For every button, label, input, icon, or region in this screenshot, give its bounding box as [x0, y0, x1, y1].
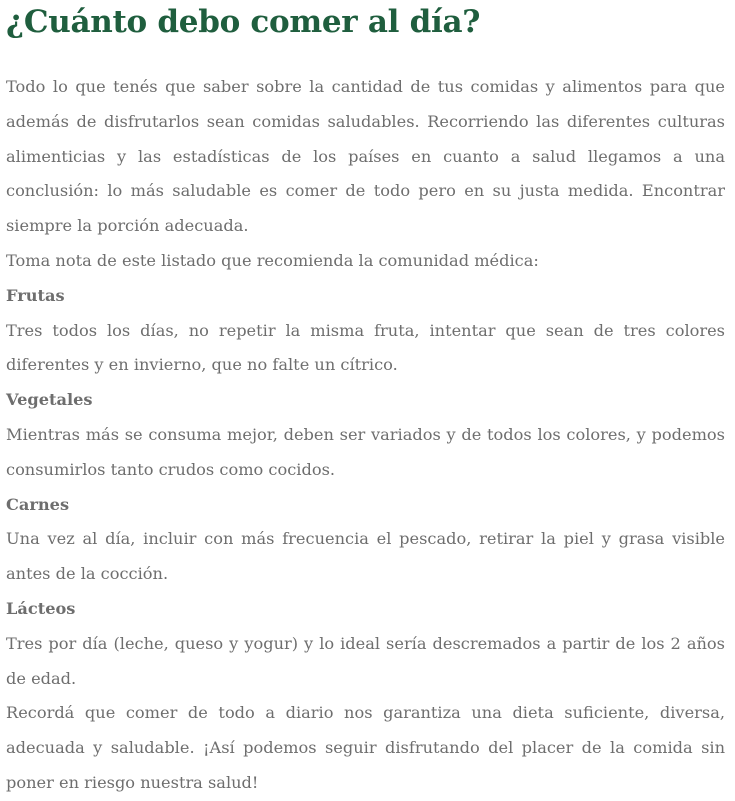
section-heading-frutas: Frutas: [6, 285, 65, 305]
section-text-frutas: Tres todos los días, no repetir la misma fruta, intentar que sean de tres colores diferentes y en invierno, que no falte un cítrico.: [6, 320, 725, 375]
intro-paragraph: Todo lo que tenés que saber sobre la cantidad de tus comidas y alimentos para que además de disfrutarlos sean comidas saludables. Recorriendo las diferentes culturas alimenticias y las estadísticas de los países en cuanto a salud llegamos a una conclusión: lo más saludable es comer de todo pero en su justa medida. Encontrar siempre la porción adecuada.: [6, 77, 725, 236]
article-body: [6, 70, 725, 801]
section-text-carnes: Una vez al día, incluir con más frecuencia el pescado, retirar la piel y grasa visible antes de la cocción.: [6, 529, 725, 584]
lead-paragraph: Toma nota de este listado que recomienda la comunidad médica:: [6, 250, 539, 270]
section-heading-lacteos: Lácteos: [6, 598, 76, 618]
section-heading-vegetales: Vegetales: [6, 390, 93, 410]
closing-paragraph: Recordá que comer de todo a diario nos garantiza una dieta suficiente, diversa, adecuada y saludable. ¡Así podemos seguir disfrutando del placer de la comida sin poner en riesgo nuestra salud!: [6, 703, 725, 792]
section-heading-carnes: Carnes: [6, 494, 70, 514]
section-text-vegetales: Mientras más se consuma mejor, deben ser variados y de todos los colores, y podemos consumirlos tanto crudos como cocidos.: [6, 424, 725, 479]
page-title: ¿Cuánto debo comer al día?: [6, 4, 481, 40]
section-text-lacteos: Tres por día (leche, queso y yogur) y lo ideal sería descremados a partir de los 2 años de edad.: [6, 633, 725, 688]
article: [6, 0, 725, 801]
